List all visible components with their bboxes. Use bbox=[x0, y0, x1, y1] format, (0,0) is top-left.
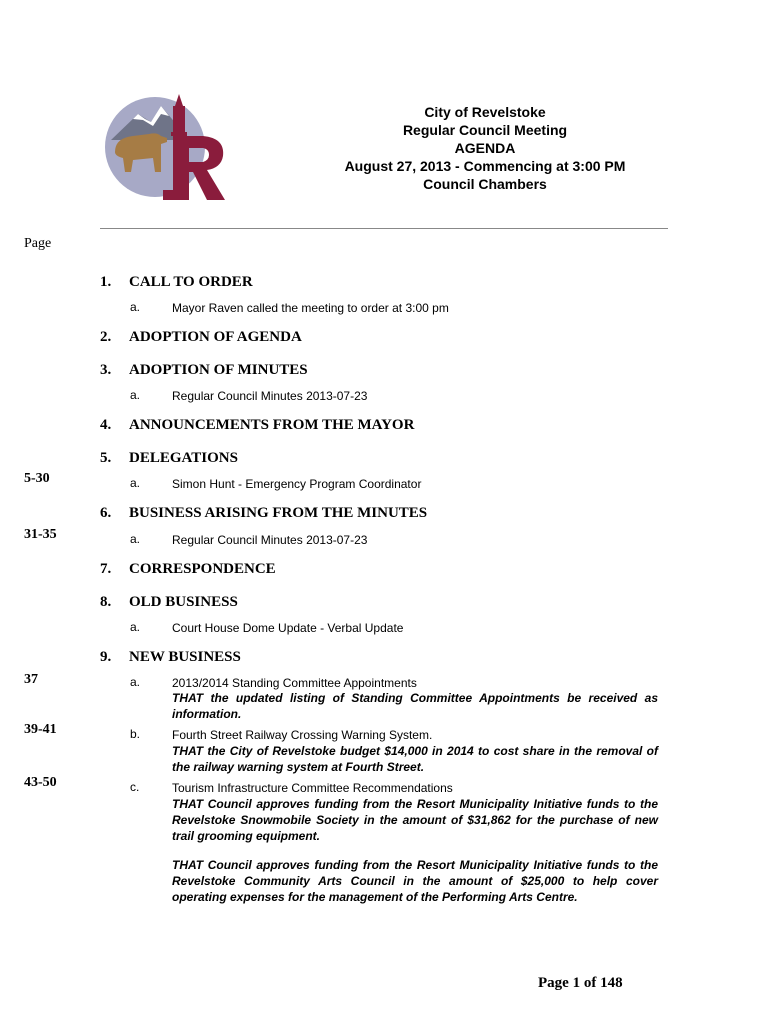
page-ref: 39-41 bbox=[24, 722, 57, 737]
section-heading: 2. ADOPTION OF AGENDA bbox=[100, 329, 302, 345]
meeting-date: August 27, 2013 - Commencing at 3:00 PM bbox=[344, 158, 626, 174]
page-column-label: Page bbox=[24, 236, 52, 251]
section-heading: 1. CALL TO ORDER bbox=[100, 274, 253, 290]
document-title: AGENDA bbox=[454, 140, 516, 156]
page-ref: 5-30 bbox=[24, 471, 50, 486]
resolution-text: THAT Council approves funding from the Resort Municipality Initiative funds to the Revelstoke Community Arts Council in the amount of $25,000 to help cover operating expenses for the management of the Performing Arts Centre. bbox=[172, 858, 658, 904]
agenda-header bbox=[330, 103, 640, 193]
resolution-text: THAT the City of Revelstoke budget $14,000 in 2014 to cost share in the removal of the railway warning system at Fourth Street. bbox=[172, 744, 658, 774]
city-name: City of Revelstoke bbox=[424, 104, 546, 120]
logo-tower bbox=[173, 106, 185, 136]
section-heading: 3. ADOPTION OF MINUTES bbox=[100, 362, 308, 378]
resolution-text: THAT the updated listing of Standing Committee Appointments be received as information. bbox=[172, 691, 658, 721]
meeting-location: Council Chambers bbox=[423, 176, 547, 192]
section-heading: 9. NEW BUSINESS bbox=[100, 649, 241, 665]
city-logo bbox=[103, 92, 233, 207]
meeting-type: Regular Council Meeting bbox=[402, 122, 568, 138]
logo-base-l bbox=[163, 190, 189, 200]
section-heading: 4. ANNOUNCEMENTS FROM THE MAYOR bbox=[100, 417, 415, 433]
resolution-text: THAT Council approves funding from the Resort Municipality Initiative funds to the Revelstoke Snowmobile Society in the amount of $31,862 for the purchase of new trail grooming equipment. bbox=[172, 797, 658, 843]
page-ref: 31-35 bbox=[24, 527, 57, 542]
page-ref: 43-50 bbox=[24, 775, 57, 790]
page-ref: 37 bbox=[24, 672, 38, 687]
section-heading: 8. OLD BUSINESS bbox=[100, 594, 238, 610]
section-heading: 5. DELEGATIONS bbox=[100, 450, 238, 466]
logo-spire bbox=[175, 94, 183, 106]
section-heading: 6. BUSINESS ARISING FROM THE MINUTES bbox=[100, 505, 428, 521]
page-footer: Page 1 of 148 bbox=[538, 975, 623, 991]
header-divider bbox=[100, 228, 668, 229]
section-heading: 7. CORRESPONDENCE bbox=[100, 561, 276, 577]
